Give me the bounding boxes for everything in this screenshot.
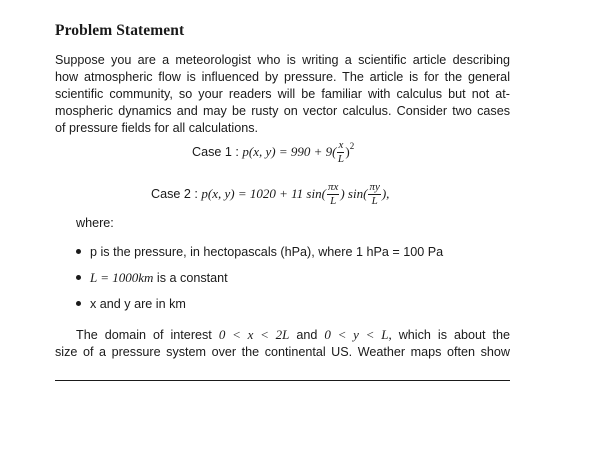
bullet-item-length (76, 270, 228, 286)
where-label: where: (76, 216, 114, 230)
case-2-frac2-num: πy (369, 181, 380, 193)
domain-paragraph (55, 326, 510, 361)
case-1-fraction (337, 140, 344, 165)
domain-text-a: The domain of interest (76, 328, 212, 342)
domain-math-y: 0 < y < L, (324, 327, 392, 342)
section-heading: Problem Statement (55, 22, 185, 39)
case-2-fraction-1 (327, 182, 339, 207)
bullet-item-units (76, 297, 186, 311)
case-2-fraction-2 (368, 182, 380, 207)
bullet-text: p is the pressure, in hectopascals (hPa), where 1 hPa = 100 Pa (90, 245, 444, 259)
intro-line: mospheric dynamics and may be rusty on vector calculus. Consider two cases (55, 104, 510, 118)
case-2-frac2-den: L (371, 195, 378, 207)
bullet-icon (76, 275, 81, 280)
bullet-text: x and y are in km (90, 297, 186, 311)
intro-paragraph (55, 52, 510, 137)
domain-text-c: which is about the (398, 328, 511, 342)
case-2-frac1-num: πx (327, 181, 339, 193)
case-2-label: Case 2 : (151, 186, 198, 201)
case-2-end: ), (381, 185, 390, 201)
case-1-equation (192, 140, 354, 165)
intro-line: of pressure fields for all calculations. (55, 121, 258, 135)
domain-text-b: and (296, 328, 318, 342)
case-1-close: ) (345, 143, 350, 159)
intro-line: scientific community, so your readers will be familiar with calculus but not at- (55, 87, 510, 101)
case-1-label: Case 1 : (192, 144, 239, 159)
case-2-lhs: p(x, y) = 1020 + 11 sin( (201, 185, 326, 201)
case-1-frac-num: x (338, 139, 344, 151)
intro-line: Suppose you are a meteorologist who is writing a scientific article describing (55, 53, 510, 67)
domain-line-1 (55, 326, 510, 344)
case-2-equation (151, 182, 389, 207)
case-2-frac1-den: L (330, 195, 337, 207)
case-1-lhs: p(x, y) = 990 + 9( (242, 143, 337, 159)
bullet-math: L = 1000km (90, 270, 154, 285)
intro-line: how atmospheric flow is influenced by pressure. The article is for the general (55, 70, 510, 84)
page-divider (55, 380, 510, 381)
bullet-icon (76, 249, 81, 254)
case-1-power: 2 (349, 140, 355, 151)
bullet-item-pressure (76, 245, 443, 259)
case-1-frac-den: L (337, 153, 344, 165)
case-2-mid: ) sin( (340, 185, 368, 201)
bullet-text: is a constant (153, 271, 228, 285)
bullet-icon (76, 301, 81, 306)
domain-math-x: 0 < x < 2L (218, 327, 290, 342)
domain-line-2: size of a pressure system over the continental US. Weather maps often show (55, 345, 510, 359)
